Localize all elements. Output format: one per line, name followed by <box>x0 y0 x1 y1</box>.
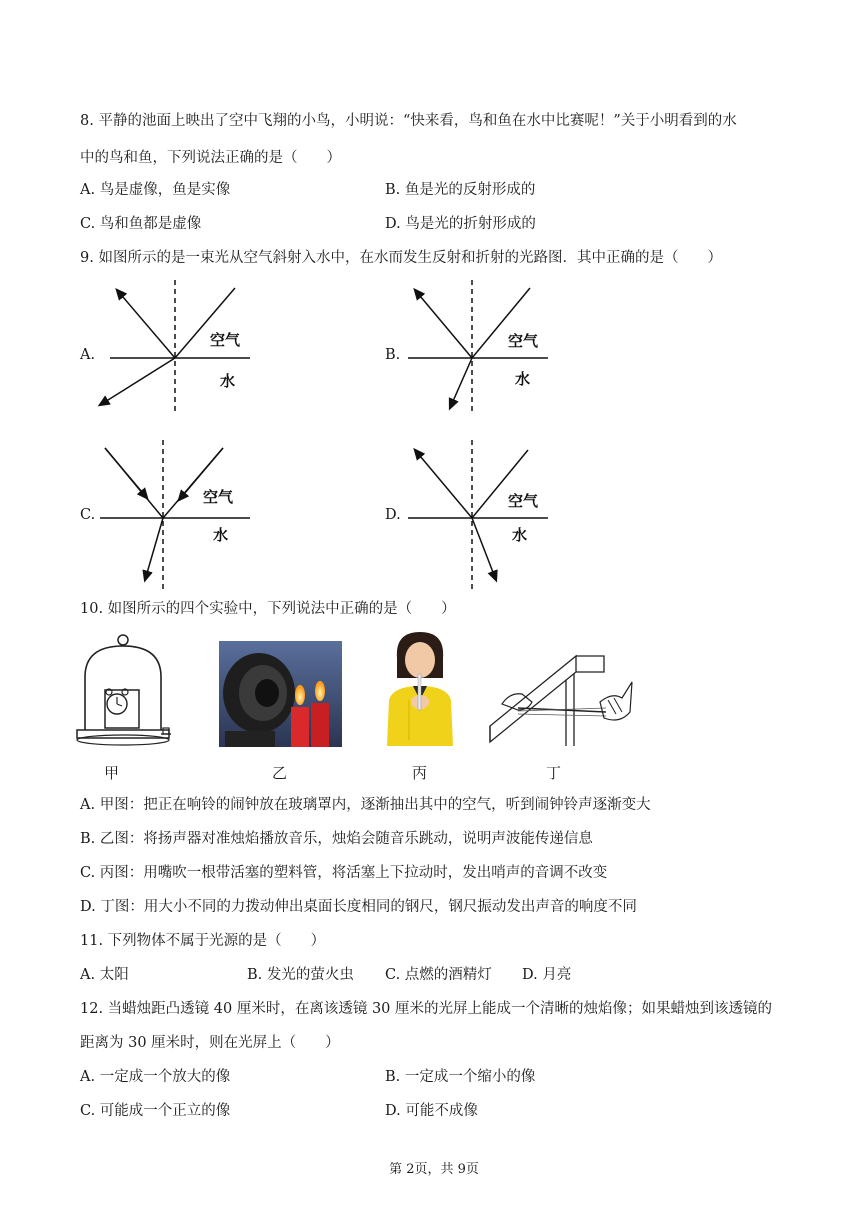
q8-option-c: C. 鸟和鱼都是虚像 <box>80 216 202 232</box>
q10-option-b: B. 乙图：将扬声器对准烛焰播放音乐，烛焰会随音乐跳动，说明声波能传递信息 <box>80 831 593 847</box>
q11-option-d: D. 月亮 <box>522 967 572 983</box>
q9-diagram-b <box>400 280 560 415</box>
q9-diagram-c <box>95 440 255 590</box>
q10-figure-ruler-table <box>488 652 636 748</box>
q8-option-d: D. 鸟是光的折射形成的 <box>385 216 536 232</box>
q12-option-d: D. 可能不成像 <box>385 1103 478 1119</box>
q10-stem: 10. 如图所示的四个实验中，下列说法中正确的是（ ） <box>80 601 456 617</box>
q9-stem: 9. 如图所示的是一束光从空气斜射入水中，在水而发生反射和折射的光路图．其中正确的是（ ） <box>80 250 722 266</box>
q9-b-water-label: 水 <box>515 370 531 388</box>
q10-caption-ding: 丁 <box>546 764 562 782</box>
q10-option-c: C. 丙图：用嘴吹一根带活塞的塑料管，将活塞上下拉动时，发出哨声的音调不改变 <box>80 865 608 881</box>
page-footer: 第 2页，共 9页 <box>389 1162 479 1177</box>
q9-c-water-label: 水 <box>213 526 229 544</box>
q11-option-c: C. 点燃的酒精灯 <box>385 967 492 983</box>
q9-a-air-label: 空气 <box>210 331 241 349</box>
q12-option-a: A. 一定成一个放大的像 <box>80 1069 231 1085</box>
q10-figure-girl-whistle <box>383 630 457 746</box>
q11-option-a: A. 太阳 <box>80 967 129 983</box>
q8-option-a: A. 鸟是虚像，鱼是实像 <box>80 182 231 198</box>
q10-caption-yi: 乙 <box>272 764 288 782</box>
q10-option-a: A. 甲图：把正在响铃的闹钟放在玻璃罩内，逐渐抽出其中的空气，听到闹钟铃声逐渐变大 <box>80 797 651 813</box>
q10-figure-speaker-candles <box>219 641 342 747</box>
q9-option-c-letter: C. <box>80 507 96 523</box>
q9-b-air-label: 空气 <box>508 332 539 350</box>
q9-d-water-label: 水 <box>512 526 528 544</box>
q12-option-b: B. 一定成一个缩小的像 <box>385 1069 536 1085</box>
q8-stem-line1: 8. 平静的池面上映出了空中飞翔的小鸟，小明说：“快来看，鸟和鱼在水中比赛呢！”关于小明看到的水 <box>80 113 737 129</box>
q10-option-d: D. 丁图：用大小不同的力拨动伸出桌面长度相同的钢尺，钢尺振动发出声音的响度不同 <box>80 899 637 915</box>
q11-stem: 11. 下列物体不属于光源的是（ ） <box>80 933 326 949</box>
q9-diagram-a <box>95 280 255 415</box>
q9-option-a-letter: A. <box>80 347 96 363</box>
q10-figure-bell-jar <box>75 632 175 750</box>
q8-stem-line2: 中的鸟和鱼，下列说法正确的是（ ） <box>80 150 341 166</box>
q11-option-b: B. 发光的萤火虫 <box>247 967 354 983</box>
q10-caption-jia: 甲 <box>104 764 120 782</box>
q12-stem-line2: 距离为 30 厘米时，则在光屏上（ ） <box>80 1035 340 1051</box>
q9-c-air-label: 空气 <box>203 488 234 506</box>
q9-d-air-label: 空气 <box>508 492 539 510</box>
q8-option-b: B. 鱼是光的反射形成的 <box>385 182 536 198</box>
q9-option-d-letter: D. <box>385 507 401 523</box>
q12-option-c: C. 可能成一个正立的像 <box>80 1103 231 1119</box>
q9-a-water-label: 水 <box>220 372 236 390</box>
q10-caption-bing: 丙 <box>412 764 428 782</box>
q12-stem-line1: 12. 当蜡烛距凸透镜 40 厘米时，在离该透镜 30 厘米的光屏上能成一个清晰的烛焰像；如果蜡烛到该透镜的 <box>80 1001 773 1017</box>
q9-option-b-letter: B. <box>385 347 401 363</box>
q9-diagram-d <box>400 440 560 590</box>
